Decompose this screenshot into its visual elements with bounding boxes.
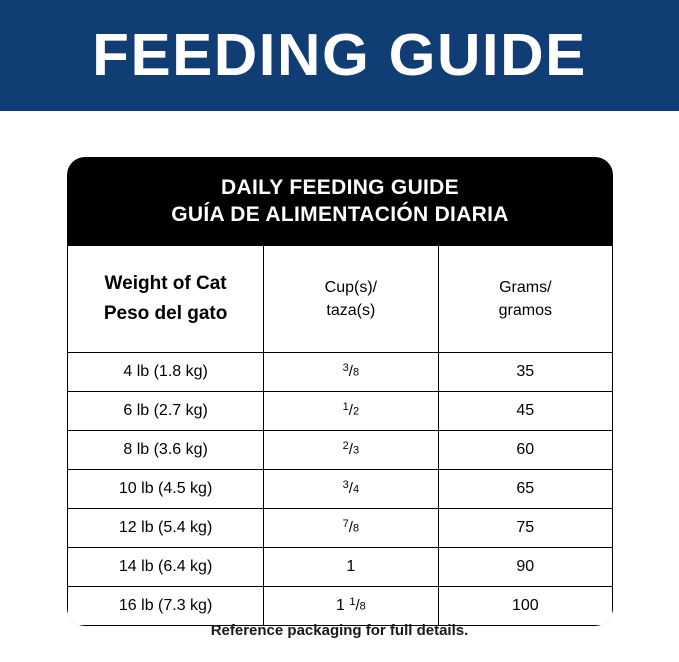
table-row [68,586,613,625]
cell-cups [264,430,438,469]
card-heading-english: DAILY FEEDING GUIDE [221,176,459,199]
column-header-cups-es: taza(s) [326,301,376,319]
cell-grams: 65 [438,469,612,508]
fraction: $^3/_8$ [342,361,360,380]
cell-cups [264,352,438,391]
header-banner [0,0,679,111]
card-heading [67,157,613,245]
column-header-grams-en: Grams/ [499,278,552,296]
column-header-weight [68,245,264,352]
cell-grams: 75 [438,508,612,547]
cell-cups [264,391,438,430]
cell-cups [264,547,438,586]
cell-weight: 10 lb (4.5 kg) [68,469,264,508]
cell-grams: 90 [438,547,612,586]
cell-grams: 45 [438,391,612,430]
fraction: $^1/_8$ [349,595,366,614]
daily-feeding-table [67,245,613,626]
table-row [68,508,613,547]
cell-cups [264,469,438,508]
column-header-cups [264,245,438,352]
cell-grams: 60 [438,430,612,469]
cell-weight: 14 lb (6.4 kg) [68,547,264,586]
column-header-cups-en: Cup(s)/ [324,278,378,296]
column-header-grams [438,245,612,352]
cell-weight: 12 lb (5.4 kg) [68,508,264,547]
column-header-weight-en: Weight of Cat [104,273,227,295]
column-header-weight-es: Peso del gato [103,302,228,324]
page-title: FEEDING GUIDE [92,22,587,88]
column-header-grams-es: gramos [498,301,552,319]
fraction: $^2/_3$ [342,439,360,458]
card-heading-spanish: GUÍA DE ALIMENTACIÓN DIARIA [171,202,509,226]
cell-cups [264,586,438,625]
whole-number: 1 [346,557,356,575]
whole-number: 1 [335,596,345,614]
cell-weight: 8 lb (3.6 kg) [68,430,264,469]
cell-grams: 35 [438,352,612,391]
table-header-row [68,245,613,352]
table-row [68,547,613,586]
cell-weight: 4 lb (1.8 kg) [68,352,264,391]
table-row [68,469,613,508]
table-row [68,352,613,391]
table-row [68,430,613,469]
cell-weight: 6 lb (2.7 kg) [68,391,264,430]
table-row [68,391,613,430]
cell-grams: 100 [438,586,612,625]
fraction: $^1/_2$ [342,400,360,419]
cell-cups [264,508,438,547]
feeding-table-card [67,157,613,626]
fraction: $^7/_8$ [342,517,360,536]
footnote: Reference packaging for full details. [210,622,469,639]
cell-weight: 16 lb (7.3 kg) [68,586,264,625]
fraction: $^3/_4$ [342,478,360,497]
